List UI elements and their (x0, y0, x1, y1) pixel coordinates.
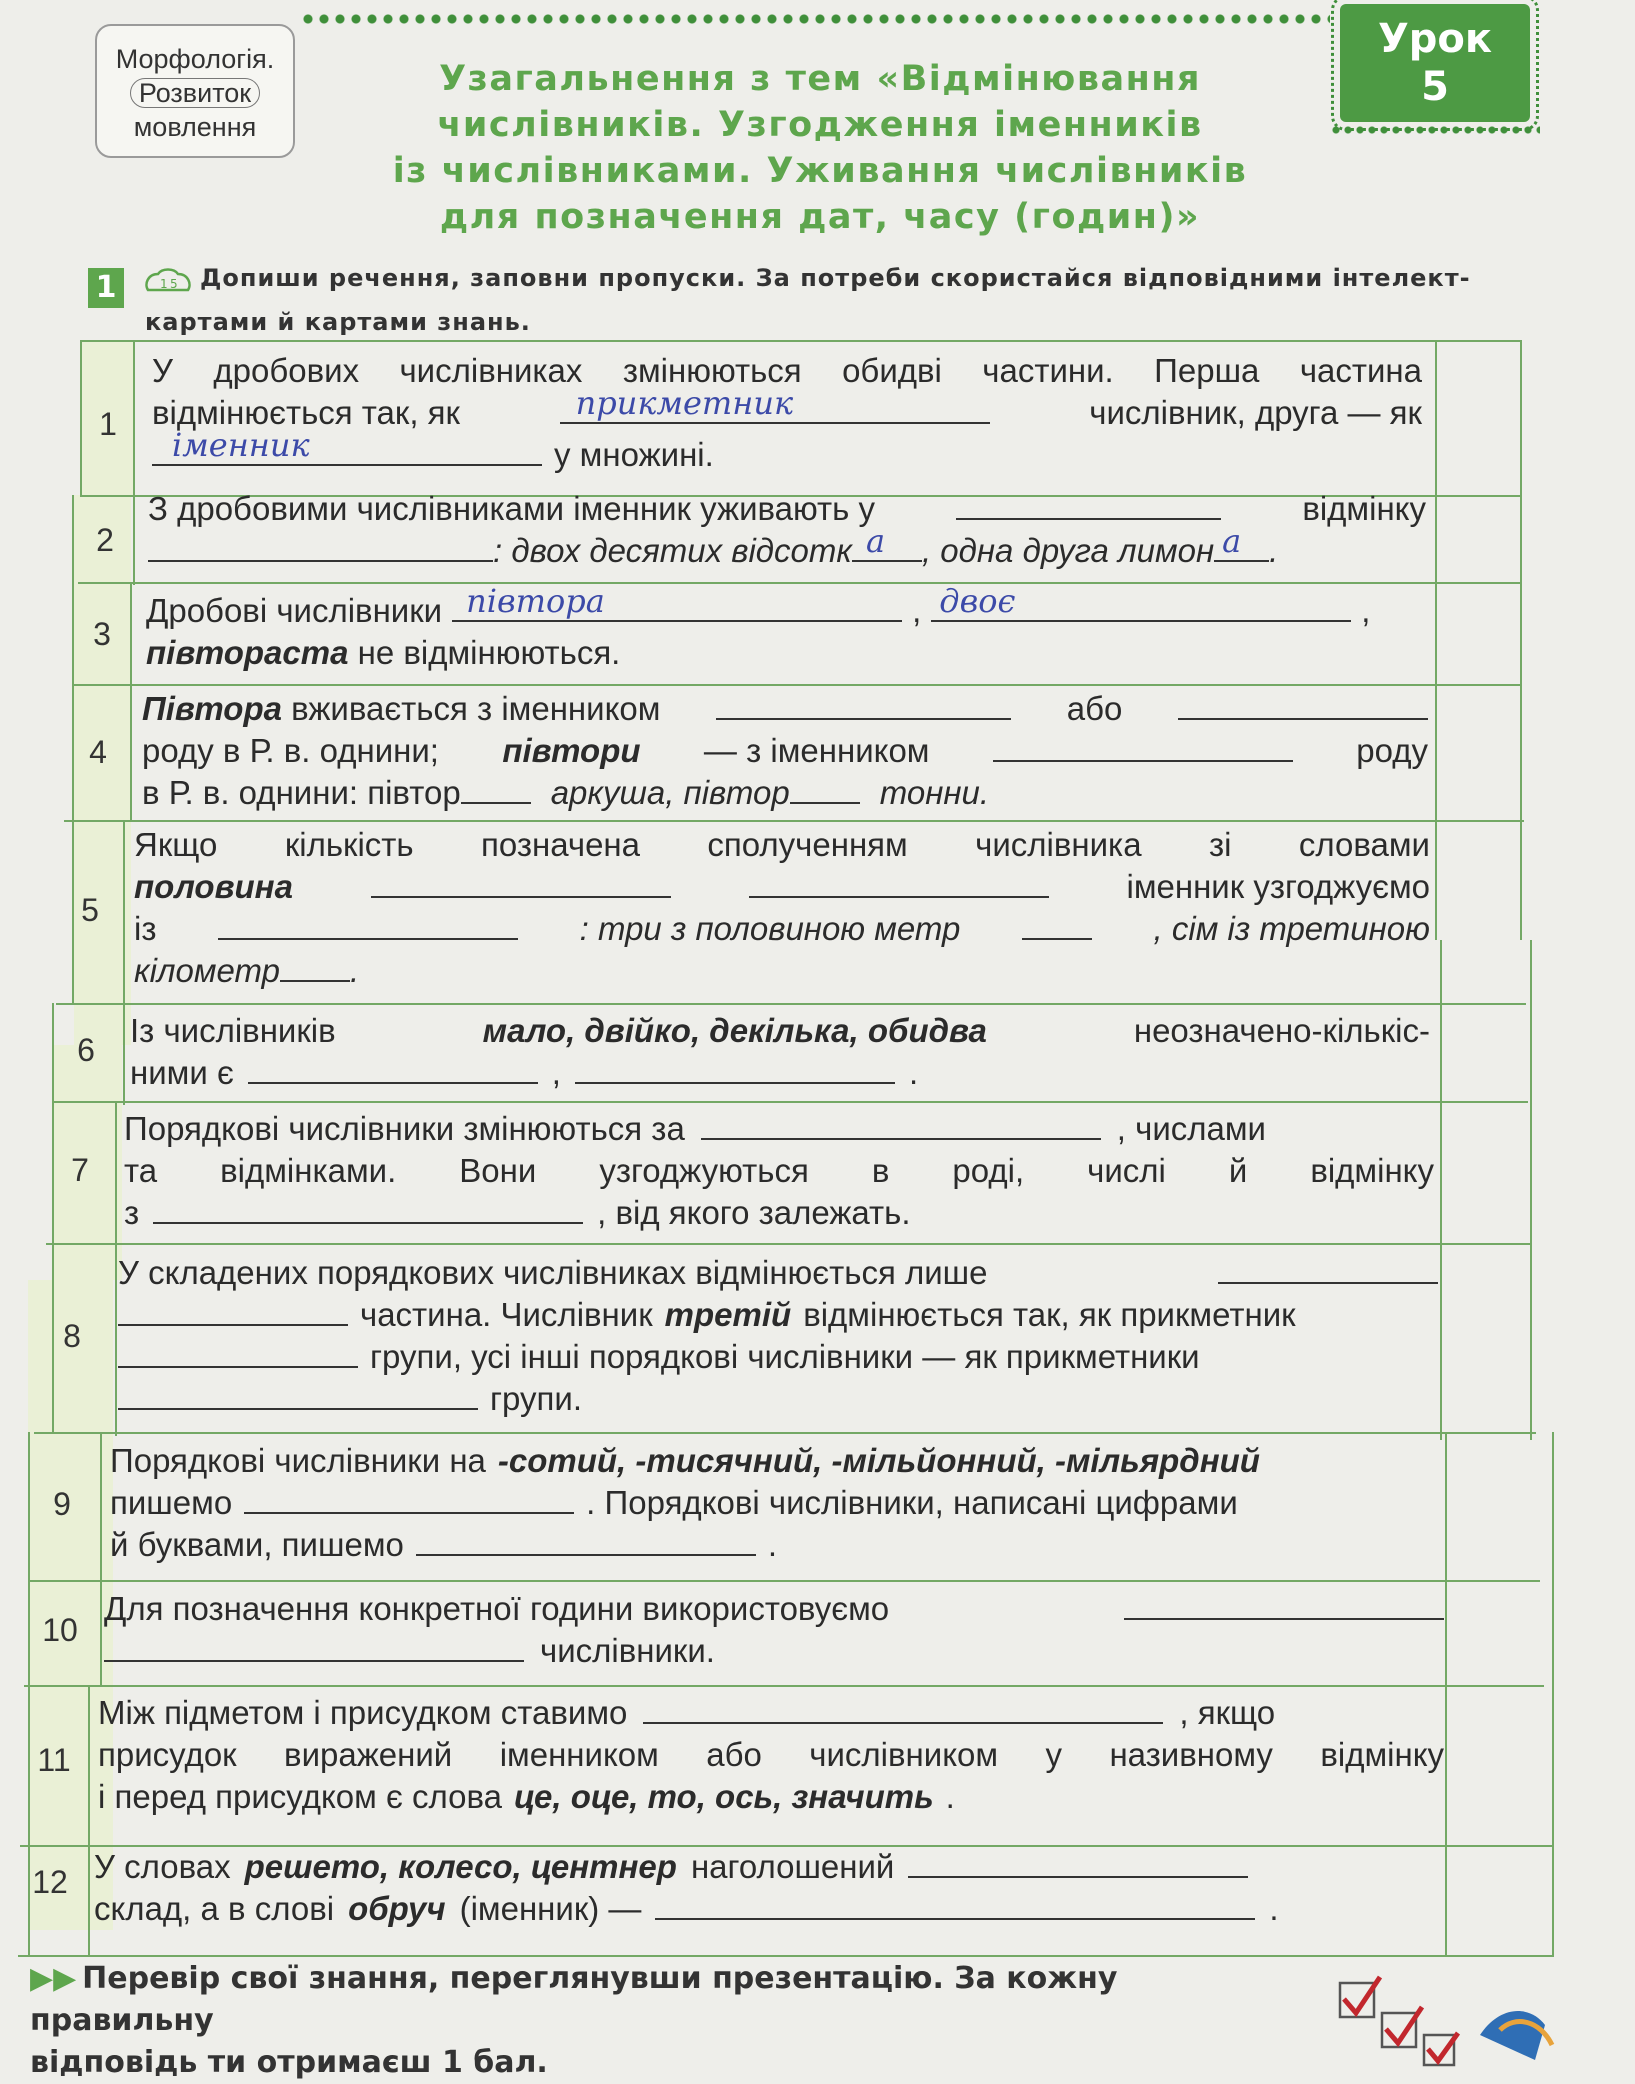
table-row (152, 350, 1422, 476)
answer-field[interactable] (461, 774, 531, 804)
row-text: вживається з іменником (291, 690, 661, 727)
row-text: Між підметом і присудком ставимо (98, 1694, 628, 1731)
row-text: аркуша, півтор (550, 774, 790, 811)
row-text: , одна друга лимон (921, 532, 1215, 569)
answer-field[interactable] (152, 426, 542, 466)
answer-field[interactable] (701, 1110, 1101, 1140)
row-number: 3 (93, 616, 111, 652)
table-rule (28, 1580, 1540, 1582)
svg-text:1: 1 (160, 277, 168, 291)
row-text-emphasis: третій (664, 1296, 792, 1333)
row-text: відмінку (1302, 490, 1426, 527)
row-text: Якщо кількість позначена сполученням числівника зі словами (134, 826, 1430, 863)
row-number: 1 (99, 406, 117, 442)
row-text: склад, а в слові (94, 1890, 335, 1927)
row-text: наголошений (690, 1848, 895, 1885)
row-text: тонни. (879, 774, 990, 811)
row-text: групи, усі інші порядкові числівники — як прикметники (370, 1338, 1200, 1375)
row-text-emphasis: Півтора (142, 690, 282, 727)
table-rule (74, 684, 1522, 686)
row-text: . (1269, 532, 1279, 569)
badge-line-development: Розвиток (130, 78, 260, 108)
answer-field[interactable] (643, 1694, 1163, 1724)
answer-field[interactable] (575, 1054, 895, 1084)
answer-field[interactable] (1022, 910, 1092, 940)
handwritten-answer: прикметник (575, 384, 794, 422)
row-text: неозначено-кількіс- (1133, 1012, 1430, 1049)
row-text: числівник, друга — як (1089, 394, 1422, 431)
table-row: Із числівників мало, двійко, декілька, обидва неозначено-кількіс- ними є , . (130, 1010, 1430, 1094)
row-text-emphasis: половина (134, 868, 293, 905)
row-text: у множині. (554, 436, 714, 473)
table-row: Порядкові числівники на -сотий, -тисячний, -мільйонний, -мільярдний пишемо . Порядкові числівники, написані цифрами й буквами, пишемо . (110, 1440, 1444, 1566)
table-rule (18, 1955, 1554, 1957)
table-rule (1530, 940, 1532, 1440)
table-row (134, 824, 1430, 992)
answer-field[interactable] (852, 522, 922, 562)
table-row: У словах решето, колесо, центнер наголошений склад, а в слові обруч (іменник) — . (94, 1846, 1454, 1930)
row-text: й буквами, пишемо (110, 1526, 404, 1563)
row-number: 2 (96, 522, 114, 558)
answer-field[interactable] (118, 1380, 478, 1410)
table-rule (115, 1101, 117, 1436)
row-text: та відмінками. Вони узгоджуються в роді, числі й відмінку (124, 1152, 1434, 1189)
row-text: , числами (1116, 1110, 1266, 1147)
title-line: із числівниками. Уживання числівників (392, 151, 1248, 191)
answer-field[interactable] (1178, 690, 1428, 720)
row-number: 4 (89, 734, 107, 770)
row-text: , від якого залежать. (597, 1194, 911, 1231)
table-rule (46, 1243, 1532, 1245)
row-text: з (124, 1194, 140, 1231)
row-text: , сім із третиною (1153, 910, 1430, 947)
row-text: групи. (490, 1380, 582, 1417)
footer-text: відповідь ти отримаєш 1 бал. (30, 2045, 548, 2080)
table-rule (24, 1685, 1544, 1687)
row-text-emphasis: обруч (348, 1890, 446, 1927)
checkmark-boxes-icon (1330, 1975, 1570, 2070)
row-text: У дробових числівниках змінюються обидві частини. Перша частина (152, 352, 1422, 389)
handwritten-answer: а (1222, 522, 1242, 560)
table-row: Дробові числівники півтора , двоє , півтораста не відмінюються. (146, 582, 1371, 671)
row-number: 5 (81, 892, 99, 928)
answer-field[interactable] (416, 1526, 756, 1556)
row-text-emphasis: це, оце, то, ось, значить (513, 1778, 934, 1815)
answer-field[interactable] (1218, 1254, 1438, 1284)
answer-field[interactable] (716, 690, 1011, 720)
handwritten-answer: півтора (466, 582, 605, 620)
title-line: для позначення дат, часу (годин)» (439, 197, 1201, 237)
row-text-emphasis: півтори (502, 732, 641, 769)
answer-field[interactable] (148, 532, 493, 562)
lesson-label: Урок (1377, 16, 1493, 62)
table-rule (64, 820, 1524, 822)
badge-line-speech: мовлення (133, 112, 257, 142)
answer-field[interactable] (1124, 1590, 1444, 1620)
table-row (98, 1692, 1444, 1818)
table-rule (56, 1003, 1526, 1005)
answer-field[interactable] (118, 1296, 348, 1326)
answer-field[interactable] (371, 868, 671, 898)
row-text: У складених порядкових числівниках відмінюється лише (118, 1254, 988, 1291)
badge-line-morphology: Морфологія. (115, 44, 275, 74)
handwritten-answer: іменник (172, 426, 310, 464)
row-text-emphasis: півтораста (146, 634, 349, 671)
row-text: — з іменником (703, 732, 930, 769)
table-rule (78, 582, 1520, 584)
row-text: відмінюється так, як (152, 394, 460, 431)
row-text-emphasis: -сотий, -тисячний, -мільйонний, -мільярдний (497, 1442, 1260, 1479)
answer-field[interactable] (118, 1338, 358, 1368)
table-row (104, 1588, 1444, 1672)
footer-note (30, 1958, 1230, 2084)
row-text: роду в Р. в. однини; (142, 732, 439, 769)
row-number: 10 (42, 1612, 78, 1648)
table-rule (88, 1685, 90, 1955)
row-text: і перед присудком є слова (98, 1778, 502, 1815)
row-text: : три з половиною метр (579, 910, 961, 947)
lesson-number: 5 (1421, 64, 1449, 110)
handwritten-answer: двоє (939, 582, 1016, 620)
table-rule (1440, 940, 1442, 1440)
row-text: З дробовими числівниками іменник уживають у (148, 490, 876, 527)
row-text: або (1066, 690, 1123, 727)
row-text: Для позначення конкретної години використовуємо (104, 1590, 890, 1627)
answer-field[interactable] (993, 732, 1293, 762)
row-text: в Р. в. однини: півтор (142, 774, 461, 811)
row-number: 6 (77, 1032, 95, 1068)
row-text: Дробові числівники (146, 592, 443, 629)
handwritten-answer: а (865, 522, 886, 560)
row-text: . Порядкові числівники, написані цифрами (586, 1484, 1238, 1521)
table-rule (34, 1432, 1536, 1434)
row-number: 7 (71, 1152, 89, 1188)
table-row (142, 688, 1428, 814)
row-text: Порядкові числівники змінюються за (124, 1110, 685, 1147)
double-arrow-icon: ▶▶ (30, 1961, 77, 1996)
row-text: ними є (130, 1054, 234, 1091)
row-text: із (134, 910, 157, 947)
row-text: (іменник) — (459, 1890, 642, 1927)
row-text: не відмінюються. (357, 634, 621, 671)
table-rule (100, 1432, 102, 1685)
row-text: . (945, 1778, 955, 1815)
answer-field[interactable] (153, 1194, 583, 1224)
task-instruction: картами й картами знань. (145, 308, 531, 336)
row-text: : двох десятих відсотк (493, 532, 852, 569)
answer-field[interactable] (931, 582, 1351, 622)
answer-field[interactable] (280, 952, 350, 982)
row-text: частина. Числівник (360, 1296, 653, 1333)
row-text-emphasis: мало, двійко, декілька, обидва (482, 1012, 987, 1049)
answer-field[interactable] (749, 868, 1049, 898)
row-text: відмінюється так, як прикметник (803, 1296, 1296, 1333)
answer-field[interactable] (248, 1054, 538, 1084)
table-rule (82, 340, 1520, 342)
table-row (118, 1252, 1438, 1420)
answer-field[interactable] (218, 910, 518, 940)
answer-field[interactable] (560, 384, 990, 424)
row-text-emphasis: решето, колесо, центнер (244, 1848, 677, 1885)
answer-field[interactable] (1214, 522, 1269, 562)
row-text: присудок виражений іменником або числівником у називному відмінку (98, 1736, 1444, 1773)
answer-field[interactable] (244, 1484, 574, 1514)
row-text: кілометр (134, 952, 280, 989)
row-number: 9 (53, 1486, 71, 1522)
footer-text: Перевір свої знання, переглянувши презентацію. За кожну правильну (30, 1961, 1118, 2038)
row-text: роду (1356, 732, 1428, 769)
table-rule (52, 1101, 1528, 1103)
answer-field[interactable] (655, 1890, 1255, 1920)
answer-field[interactable] (908, 1848, 1248, 1878)
table-rule (1552, 1432, 1554, 1955)
table-rule (1520, 340, 1522, 940)
table-rule (1435, 340, 1437, 940)
table-row (124, 1108, 1434, 1234)
row-text: Порядкові числівники на (110, 1442, 486, 1479)
row-number: 12 (32, 1864, 68, 1900)
row-text: Із числівників (130, 1012, 336, 1049)
task-number: 1 (88, 268, 124, 308)
svg-text:5: 5 (170, 277, 178, 291)
task-instruction: Допиши речення, заповни пропуски. За потреби скористайся відповідними інтелект- (200, 264, 1471, 292)
row-text: , якщо (1179, 1694, 1276, 1731)
answer-field[interactable] (104, 1632, 524, 1662)
row-text: пишемо (110, 1484, 233, 1521)
row-text: числівники. (540, 1632, 715, 1669)
title-line: числівників. Узгодження іменників (437, 105, 1203, 145)
table-row (148, 488, 1426, 572)
title-line: Узагальнення з тем «Відмінювання (439, 59, 1201, 99)
answer-field[interactable] (452, 582, 902, 622)
answer-field[interactable] (790, 774, 860, 804)
row-number: 8 (63, 1318, 81, 1354)
row-text: . (349, 952, 360, 989)
row-text: У словах (94, 1848, 231, 1885)
table-rule (52, 1003, 54, 1432)
table-rule (123, 820, 125, 1105)
answer-field[interactable] (956, 490, 1221, 520)
row-number: 11 (37, 1742, 71, 1778)
row-text: іменник узгоджуємо (1126, 868, 1430, 905)
